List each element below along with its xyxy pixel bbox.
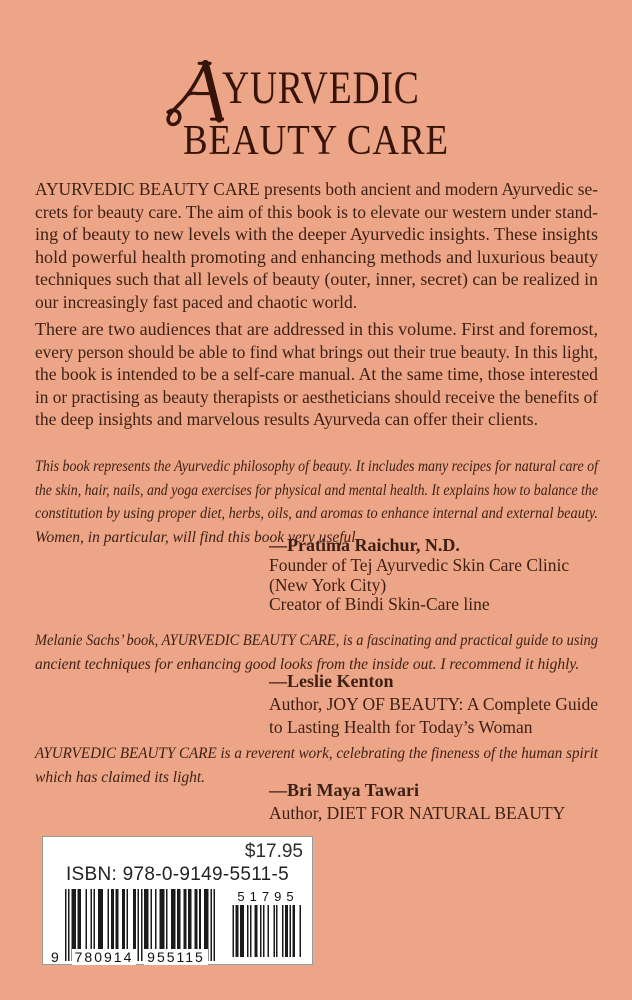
quote-line: AYURVEDIC BEAUTY CARE is a reverent work, celebrating the fineness of the human spirit (35, 745, 598, 762)
text-line: the deep insights and marvelous results Ayurveda can offer their clients. (35, 409, 538, 430)
endorser-name: —Leslie Kenton (269, 671, 394, 691)
barcode-label (42, 836, 313, 965)
endorser-credential: Founder of Tej Ayurvedic Skin Care Clinic (269, 554, 570, 575)
isbn-text: ISBN: 978-0-9149-5511-5 (65, 864, 290, 885)
text-line: There are two audiences that are addressed in this volume. First and foremost, (35, 319, 598, 339)
text-line: in or practising as beauty therapists or aestheticians should receive the benefits of (35, 386, 598, 407)
endorser-name: —Bri Maya Tawari (269, 780, 420, 800)
title-word-ayurvedic: YURVEDIC (222, 62, 421, 114)
title-word-beauty-care: BEAUTY CARE (182, 118, 450, 164)
text-line: the book is intended to be a self-care manual. At the same time, those interested (35, 364, 598, 385)
barcode-digits (51, 948, 215, 965)
text-line: hold powerful health promoting and enhancing methods and luxurious beauty (35, 246, 598, 267)
description-paragraph-2 (35, 318, 598, 431)
endorser-name: —Pratima Raichur, N.D. (269, 535, 460, 555)
quote-line: Women, in particular, will find this book very useful. (35, 528, 360, 546)
quote-line: which has claimed its light. (35, 768, 206, 786)
quote-line: constitution by using proper diet, herbs, oils, and aromas to enhance internal and external beauty. (35, 505, 598, 523)
book-title (0, 46, 632, 162)
title-line-ayurvedic (0, 46, 632, 112)
barcode-digit-group-2: 955115 (144, 949, 208, 965)
endorsement-attribution-1 (269, 536, 609, 615)
quote-line: the skin, hair, nails, and yoga exercises for physical and mental health. It explains how to balance the (35, 481, 598, 499)
endorser-credential: to Lasting Health for Today’s Woman (269, 717, 533, 737)
quote-line: This book represents the Ayurvedic philosophy of beauty. It includes many recipes for natural care of (35, 458, 598, 475)
barcode-digit-group-1: 780914 (72, 949, 136, 965)
endorsement-attribution-2 (269, 670, 609, 739)
quote-line: ancient techniques for enhancing good looks from the inside out. I recommend it highly. (35, 655, 580, 673)
price-text: $17.95 (244, 841, 303, 862)
text-line: AYURVEDIC BEAUTY CARE presents both ancient and modern Ayurvedic se- (35, 179, 598, 199)
endorser-credential: Author, DIET FOR NATURAL BEAUTY (269, 803, 566, 823)
description-paragraph-1 (35, 178, 598, 314)
text-line: crets for beauty care. The aim of this book is to elevate our western under stand- (35, 201, 598, 222)
text-line: ing of beauty to new levels with the deeper Ayurvedic insights. These insights (35, 224, 598, 245)
endorser-credential: Creator of Bindi Skin-Care line (269, 594, 490, 615)
barcode-digit-prefix: 9 (51, 949, 59, 965)
text-line: techniques such that all levels of beauty (outer, inner, secret) can be realized in (35, 269, 598, 290)
endorsement-attribution-3 (269, 779, 609, 825)
supplement-digits: 51795 (237, 889, 299, 904)
endorser-credential: (New York City) (269, 574, 387, 595)
ean13-barcode (51, 889, 215, 965)
endorser-credential: Author, JOY OF BEAUTY: A Complete Guide (269, 694, 599, 714)
text-line: our increasingly fast paced and chaotic world. (35, 291, 358, 312)
supplement-bars (231, 905, 301, 957)
quote-line: Melanie Sachs’ book, AYURVEDIC BEAUTY CARE, is a fascinating and practical guide to using (35, 632, 598, 649)
text-line: every person should be able to find what brings out their true beauty. In this light, (35, 341, 598, 362)
price-supplement-barcode (231, 889, 301, 957)
